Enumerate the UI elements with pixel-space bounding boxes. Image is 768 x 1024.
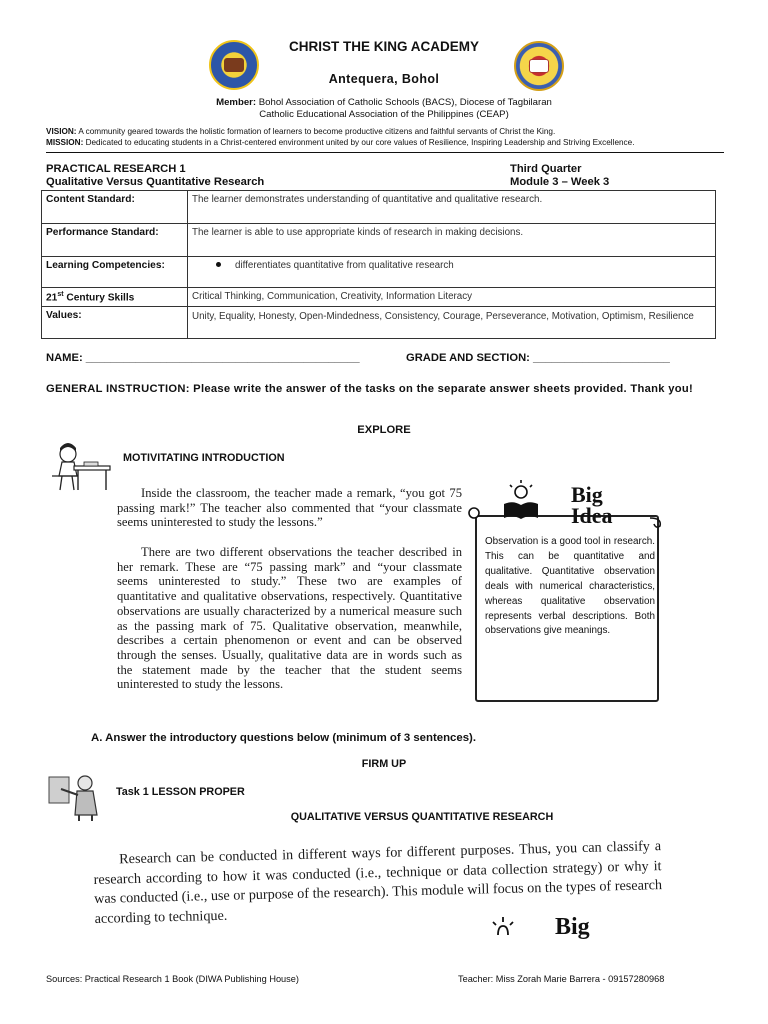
task-a-instruction: A. Answer the introductory questions below (minimum of 3 sentences). [91, 732, 477, 744]
name-line [46, 352, 360, 364]
century-skills-label [42, 288, 188, 307]
table-row [42, 257, 716, 288]
motivating-introduction-heading: MOTIVITATING INTRODUCTION [123, 452, 285, 464]
table-row [42, 224, 716, 257]
content-standard-value: The learner demonstrates understanding of quantitative and qualitative research. [188, 191, 716, 224]
intro-paragraph-2: There are two different observations the teacher described in her remark. These are “75 passing mark” and “your classmate seems uninterested to study.” These two are examples of quantitative and qualitative observations, respectively. Quantitative observations are usually characterized by a numerical measure such as the passing mark of 75. Qualitative observation, meanwhile, describes a certain phenomenon or event and can be observed through the senses. Usually, qualitative data are in words such as the statement made by the teacher that the student seems uninterested to study the lessons. [117, 545, 462, 692]
table-row [42, 288, 716, 307]
learning-competencies-cell [188, 257, 716, 288]
table-row [42, 191, 716, 224]
teacher-footer: Teacher: Miss Zorah Marie Barrera - 09157280968 [458, 974, 665, 984]
mission-statement [46, 138, 634, 147]
school-location: Antequera, Bohol [328, 72, 440, 86]
general-instruction: GENERAL INSTRUCTION: Please write the answer of the tasks on the separate answer sheets provided. Thank you! [46, 383, 694, 395]
standards-table [41, 190, 716, 339]
learning-competencies-label: Learning Competencies: [42, 257, 188, 288]
box-corner-ring-icon [466, 505, 482, 521]
values-label: Values: [42, 307, 188, 339]
subject-title: PRACTICAL RESEARCH 1 [46, 163, 186, 175]
firm-up-heading: FIRM UP [361, 758, 407, 770]
task-1-label: Task 1 LESSON PROPER [116, 786, 245, 798]
student-at-desk-illustration [48, 440, 114, 492]
bullet-icon [216, 262, 221, 267]
module-week-label: Module 3 – Week 3 [510, 176, 610, 188]
school-name: CHRIST THE KING ACADEMY [288, 39, 479, 54]
big-idea-text: Observation is a good tool in research. This can be quantitative and qualitative. Quantitative observation deals with numerical characteristics, whereas qualitative observation represents verbal descriptions. Both observations give meanings. [485, 536, 655, 637]
learning-competencies-value: differentiates quantitative from qualitative research [235, 260, 454, 271]
section-title: QUALITATIVE VERSUS QUANTITATIVE RESEARCH [290, 811, 554, 823]
century-skills-label-text: Century Skills [63, 292, 135, 304]
subject-topic: Qualitative Versus Quantitative Research [46, 176, 265, 188]
membership-line-1 [0, 97, 768, 108]
header-divider [46, 152, 724, 153]
lesson-paragraph: Research can be conducted in different ways for different purposes. Thus, you can classify a research according to how it was conducted (i.e., technique or data collection strategy) or why it was conducted (i.e., use or purpose of the research). This module will focus on the types of research according to technique. [93, 838, 663, 927]
idea-word: Idea [571, 503, 613, 528]
big-word: Big [571, 482, 603, 507]
partial-big-word: Big [555, 915, 590, 939]
century-skills-label-number: 21 [46, 292, 58, 304]
intro-paragraph-1: Inside the classroom, the teacher made a remark, “you got 75 passing mark!” The teacher also commented that “your classmate seems uninterested to study the lessons.” [117, 486, 462, 530]
box-corner-curl-icon [648, 516, 664, 530]
century-skills-label-suffix: st [57, 291, 64, 298]
values-value: Unity, Equality, Honesty, Open-Mindedness, Consistency, Courage, Perseverance, Motivation, Optimism, Resilience [188, 307, 716, 339]
partial-lightbulb-icon [488, 915, 518, 937]
vision-statement [46, 127, 555, 136]
vision-label: VISION: [46, 127, 77, 136]
grade-section-line [406, 352, 670, 364]
content-standard-label: Content Standard: [42, 191, 188, 224]
sources-footer: Sources: Practical Research 1 Book (DIWA Publishing House) [46, 974, 299, 984]
table-row [42, 307, 716, 339]
name-blank[interactable]: ____________________________________________ [85, 352, 360, 364]
mission-label: MISSION: [46, 138, 84, 147]
name-label: NAME: [46, 352, 83, 364]
grade-section-label: GRADE AND SECTION: [406, 352, 530, 364]
mission-text: Dedicated to educating students in a Christ-centered environment united by our core values of Resilience, Inspiring Leadership and Striving Excellence. [85, 138, 635, 147]
quarter-label: Third Quarter [510, 163, 582, 175]
vision-text: A community geared towards the holistic formation of learners to become productive citizens and faithful servants of Christ the King. [78, 127, 556, 136]
partial-big-word-clip [555, 915, 605, 939]
performance-standard-label: Performance Standard: [42, 224, 188, 257]
lightbulb-book-icon [498, 478, 544, 524]
member-text-1: Bohol Association of Catholic Schools (BACS), Diocese of Tagbilaran [258, 97, 552, 108]
member-label: Member: [216, 97, 257, 108]
century-skills-value: Critical Thinking, Communication, Creativity, Information Literacy [188, 288, 716, 307]
explore-heading: EXPLORE [357, 424, 411, 436]
member-text-2: Catholic Educational Association of the Philippines (CEAP) [259, 109, 509, 120]
grade-section-blank[interactable]: ______________________ [533, 352, 670, 364]
performance-standard-value: The learner is able to use appropriate kinds of research in making decisions. [188, 224, 716, 257]
